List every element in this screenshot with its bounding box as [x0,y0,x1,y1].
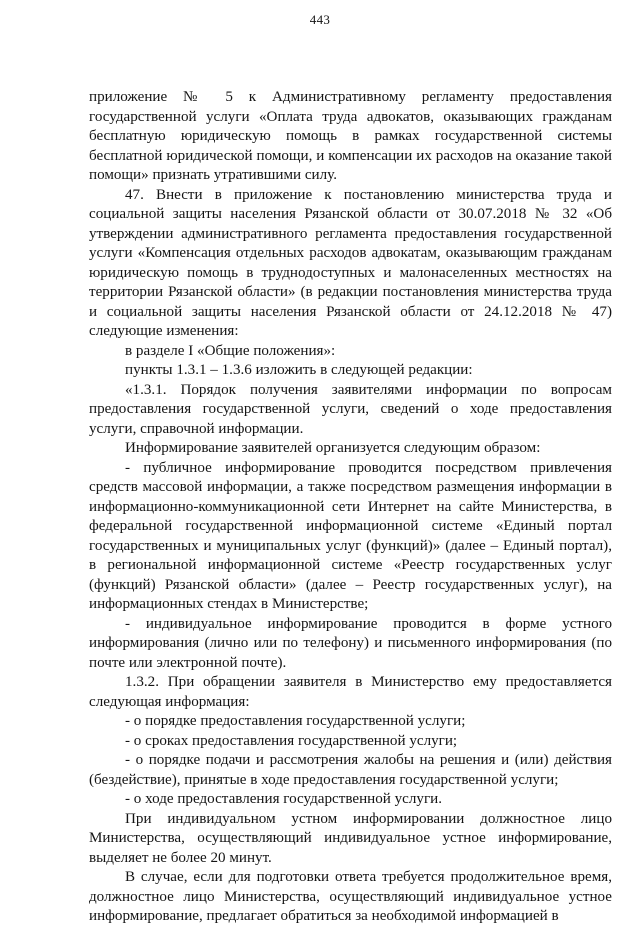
paragraph: 47. Внести в приложение к постановлению министерства труда и социальной защиты населения Рязанской области от 30.07.2018 № 32 «Об утверждении административного регламента предоставления государственной услуги «Компенсация отдельных расходов адвокатам, оказывающим гражданам юридическую помощь в труднодоступных и малонаселенных местностях на территории Рязанской области» (в редакции постановления министерства труда и социальной защиты населения Рязанской области от 24.12.2018 № 47) следующие изменения: [89,186,612,339]
paragraph: в разделе I «Общие положения»: [125,342,336,359]
paragraph: - о порядке подачи и рассмотрения жалобы на решения и (или) действия (бездействие), принятые в ходе предоставления государственной услуги; [89,752,612,788]
paragraph: - о ходе предоставления государственной услуги. [125,791,443,807]
paragraph: пункты 1.3.1 – 1.3.6 изложить в следующей редакции: [125,362,473,378]
paragraph: «1.3.1. Порядок получения заявителями информации по вопросам предоставления государственной услуги, сведений о ходе предоставления услуги, справочной информации. [89,381,612,437]
paragraph: В случае, если для подготовки ответа требуется продолжительное время, должностное лицо Министерства, осуществляющий индивидуальное устное информирование, предлагает обратиться за необходимой информацией в [89,869,612,924]
paragraph: При индивидуальном устном информировании должностное лицо Министерства, осуществляющий индивидуальное устное информирование, выделяет не более 20 минут. [89,810,612,866]
paragraph: - о порядке предоставления государственной услуги; [125,713,466,729]
page-number: 443 [309,12,331,27]
paragraph: - о сроках предоставления государственной услуги; [125,732,458,749]
paragraph: - публичное информирование проводится посредством привлечения средств массовой информации, а также посредством размещения информации в информационно-коммуникационной сети Интернет на сайте Министерства, в федеральной государственной информационной системе «Единый портал государственных и муниципальных услуг (функций)» (далее – Единый портал), в региональной информационной системе «Реестр государственных услуг (функций) Рязанской области» (далее – Реестр государственных услуг), на информационных стендах в Министерстве; [89,459,612,612]
paragraph: 1.3.2. При обращении заявителя в Министерство ему предоставляется следующая информация: [89,674,612,710]
paragraph: приложение № 5 к Административному регламенту предоставления государственной услуги «Оплата труда адвокатов, оказывающих гражданам бесплатную юридическую помощь в рамках государственной системы бесплатной юридической помощи, и компенсации их расходов на оказание такой помощи» признать утратившими силу. [89,89,612,183]
document-body [89,88,612,927]
paragraph: Информирование заявителей организуется следующим образом: [125,440,541,456]
paragraph: - индивидуальное информирование проводится в форме устного информирования (лично или по телефону) и письменного информирования (по почте или электронной почте). [89,615,612,671]
